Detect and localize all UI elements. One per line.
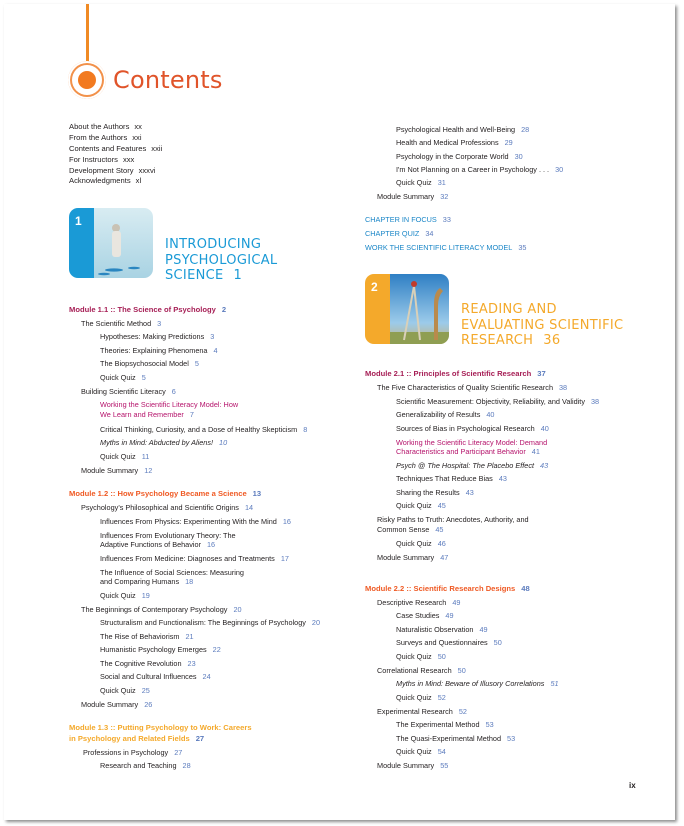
- toc-entry-text: Influences From Evolutionary Theory: The: [100, 531, 236, 540]
- toc-entry-text: Naturalistic Observation: [396, 625, 474, 634]
- chapter-1-title-line: INTRODUCING: [165, 237, 262, 252]
- toc-entry-text: CHAPTER QUIZ: [365, 229, 420, 238]
- toc-entry-text: Techniques That Reduce Bias: [396, 474, 493, 483]
- toc-entry[interactable]: [100, 645, 221, 654]
- toc-entry[interactable]: [377, 707, 467, 716]
- toc-entry[interactable]: [377, 666, 466, 675]
- toc-entry[interactable]: [396, 138, 513, 147]
- front-matter-page: xxi: [132, 132, 142, 142]
- chapter-2-title-line: EVALUATING SCIENTIFIC: [461, 317, 624, 333]
- chapter-2-title-line: READING AND: [461, 302, 557, 317]
- toc-entry-text: Scientific Measurement: Objectivity, Reliability, and Validity: [396, 397, 585, 406]
- toc-entry-page: 43: [498, 474, 507, 483]
- toc-entry-page: 22: [212, 645, 221, 654]
- toc-entry-page: 20: [311, 618, 321, 627]
- page-folio: ix: [629, 781, 636, 790]
- toc-entry-page: 23: [187, 659, 196, 668]
- toc-entry-page: 16: [207, 540, 216, 549]
- toc-entry[interactable]: [396, 488, 474, 497]
- toc-entry-page: 34: [425, 229, 434, 238]
- toc-entry-text: Sharing the Results: [396, 488, 460, 497]
- toc-entry[interactable]: [396, 461, 548, 470]
- toc-entry-page: 37: [537, 369, 546, 378]
- toc-entry[interactable]: [100, 618, 320, 627]
- toc-entry-text: Module 2.1 :: Principles of Scientific Research: [365, 369, 532, 378]
- front-matter-list: [69, 122, 162, 187]
- toc-entry-page: 8: [303, 425, 308, 434]
- toc-entry[interactable]: [377, 761, 448, 770]
- toc-entry[interactable]: [100, 452, 149, 461]
- toc-entry-page: 19: [141, 591, 150, 600]
- toc-entry[interactable]: [396, 474, 507, 483]
- toc-entry[interactable]: [377, 598, 460, 607]
- toc-entry[interactable]: [81, 503, 253, 512]
- front-matter-label: Development Story: [69, 165, 134, 175]
- toc-entry[interactable]: [81, 387, 176, 396]
- bullseye-center: [78, 71, 96, 89]
- toc-entry-page: 43: [540, 461, 549, 470]
- toc-entry-text: Psychological Health and Well-Being: [396, 125, 516, 134]
- toc-entry-page: 33: [442, 215, 451, 224]
- toc-entry-page: 30: [555, 165, 564, 174]
- toc-entry[interactable]: [100, 686, 150, 695]
- toc-entry[interactable]: [396, 397, 599, 406]
- chapter-2-photo: [390, 274, 449, 344]
- toc-entry-text: Quick Quiz: [100, 452, 136, 461]
- toc-entry-page: 10: [219, 438, 228, 447]
- toc-entry-page: 14: [244, 503, 254, 512]
- toc-entry-page: 21: [185, 632, 194, 641]
- front-matter-page: xx: [134, 122, 142, 131]
- toc-entry[interactable]: [396, 178, 446, 187]
- toc-entry-page: 45: [435, 525, 444, 534]
- chapter-2-badge: [365, 274, 449, 344]
- front-matter-item[interactable]: [69, 122, 162, 133]
- toc-entry-text: and Comparing Humans: [100, 577, 180, 586]
- toc-entry[interactable]: [100, 632, 194, 641]
- toc-entry[interactable]: [81, 605, 242, 614]
- toc-entry-text: Quick Quiz: [396, 539, 432, 548]
- toc-entry[interactable]: [100, 400, 238, 409]
- toc-entry[interactable]: [100, 410, 194, 419]
- toc-entry[interactable]: [396, 679, 559, 688]
- toc-entry-text: Module Summary: [377, 761, 435, 770]
- toc-entry[interactable]: [396, 410, 494, 419]
- toc-entry-page: 45: [437, 501, 446, 510]
- toc-entry-text: Sources of Bias in Psychological Research: [396, 424, 535, 433]
- toc-entry-text: Critical Thinking, Curiosity, and a Dose of Healthy Skepticism: [100, 425, 298, 434]
- toc-entry[interactable]: [396, 747, 446, 756]
- toc-entry-page: 49: [445, 611, 454, 620]
- toc-entry[interactable]: [100, 517, 291, 526]
- front-matter-label: Acknowledgments: [69, 176, 131, 186]
- toc-entry-page: 43: [465, 488, 474, 497]
- toc-entry-page: 53: [485, 720, 494, 729]
- toc-entry[interactable]: [365, 243, 526, 252]
- toc-entry-page: 52: [458, 707, 467, 716]
- toc-entry-text: Case Studies: [396, 611, 440, 620]
- front-matter-label: Contents and Features: [69, 143, 147, 153]
- toc-entry-text: Influences From Physics: Experimenting With the Mind: [100, 517, 277, 526]
- toc-entry[interactable]: [396, 539, 446, 548]
- toc-entry-page: 2: [221, 305, 227, 314]
- toc-entry-text: Quick Quiz: [396, 501, 432, 510]
- toc-entry-text: Psychology in the Corporate World: [396, 152, 509, 161]
- toc-entry-text: The Quasi-Experimental Method: [396, 734, 502, 743]
- front-matter-item[interactable]: [69, 176, 162, 187]
- toc-entry-page: 5: [194, 359, 199, 368]
- toc-entry-page: 38: [590, 397, 600, 406]
- toc-entry-text: Surveys and Questionnaires: [396, 638, 488, 647]
- chapter-1-title-line: PSYCHOLOGICAL: [165, 252, 278, 268]
- toc-entry-text: Module 1.3 :: Putting Psychology to Work: Careers: [69, 723, 252, 732]
- toc-entry-text: CHAPTER IN FOCUS: [365, 215, 437, 224]
- toc-entry-text: The Five Characteristics of Quality Scientific Research: [377, 383, 553, 392]
- toc-entry-page: 18: [185, 577, 194, 586]
- toc-entry-text: Social and Cultural Influences: [100, 672, 197, 681]
- front-matter-page: xxxvi: [138, 165, 156, 175]
- chapter-2-number: 2: [371, 280, 378, 294]
- toc-entry-text: Quick Quiz: [396, 652, 432, 661]
- toc-entry[interactable]: [396, 438, 547, 447]
- toc-entry[interactable]: [100, 540, 215, 549]
- toc-entry-page: 49: [452, 598, 461, 607]
- toc-entry[interactable]: [377, 525, 443, 534]
- toc-entry-text: Quick Quiz: [100, 686, 136, 695]
- toc-entry-text: Psych @ The Hospital: The Placebo Effect: [396, 461, 535, 470]
- chapter-2-title-line: RESEARCH: [461, 333, 534, 348]
- toc-entry[interactable]: [83, 748, 182, 757]
- toc-entry-text: Common Sense: [377, 525, 430, 534]
- toc-entry-text: Working the Scientific Literacy Model: How: [100, 400, 239, 409]
- toc-entry-text: The Biopsychosocial Model: [100, 359, 189, 368]
- toc-entry[interactable]: [396, 652, 446, 661]
- toc-entry[interactable]: [81, 319, 161, 328]
- front-matter-page: xxx: [122, 154, 135, 164]
- toc-entry[interactable]: [377, 192, 448, 201]
- toc-entry[interactable]: [100, 659, 196, 668]
- toc-entry[interactable]: [396, 125, 529, 134]
- toc-entry-text: The Influence of Social Sciences: Measuring: [100, 568, 244, 577]
- module-heading[interactable]: [69, 305, 226, 314]
- toc-entry[interactable]: [81, 700, 152, 709]
- toc-entry-page: 3: [157, 319, 162, 328]
- chapter-2-page: 36: [543, 333, 561, 348]
- toc-entry[interactable]: [100, 672, 211, 681]
- toc-entry-page: 3: [210, 332, 215, 341]
- toc-entry-text: The Beginnings of Contemporary Psychology: [81, 605, 228, 614]
- toc-entry-page: 40: [540, 424, 549, 433]
- toc-entry[interactable]: [100, 591, 150, 600]
- toc-entry-text: Descriptive Research: [377, 598, 447, 607]
- toc-entry-text: Correlational Research: [377, 666, 452, 675]
- front-matter-label: From the Authors: [69, 132, 128, 142]
- toc-entry-page: 38: [559, 383, 568, 392]
- toc-entry[interactable]: [377, 515, 529, 524]
- toc-entry[interactable]: [396, 625, 488, 634]
- toc-entry-text: Theories: Explaining Phenomena: [100, 346, 208, 355]
- toc-entry-page: 31: [437, 178, 446, 187]
- chapter-1-badge: [69, 208, 153, 278]
- toc-entry-page: 25: [141, 686, 150, 695]
- front-matter-item[interactable]: [69, 144, 162, 155]
- toc-entry-page: 6: [171, 387, 176, 396]
- toc-entry-text: Module Summary: [81, 700, 139, 709]
- chapter-1-page: 1: [233, 268, 243, 283]
- toc-entry-page: 50: [457, 666, 466, 675]
- toc-entry-page: 47: [440, 553, 449, 562]
- front-matter-item[interactable]: [69, 166, 162, 177]
- toc-entry[interactable]: [100, 568, 244, 577]
- toc-entry[interactable]: [396, 501, 446, 510]
- toc-entry-page: 4: [213, 346, 218, 355]
- toc-entry-text: in Psychology and Related Fields: [69, 734, 190, 743]
- toc-entry[interactable]: [100, 332, 214, 341]
- toc-entry-text: Module Summary: [377, 192, 435, 201]
- toc-entry[interactable]: [100, 359, 199, 368]
- module-heading[interactable]: [69, 723, 252, 732]
- toc-entry-text: WORK THE SCIENTIFIC LITERACY MODEL: [365, 243, 513, 252]
- toc-entry-page: 54: [437, 747, 446, 756]
- toc-entry-page: 5: [141, 373, 146, 382]
- module-heading[interactable]: [69, 489, 261, 498]
- toc-entry[interactable]: [100, 531, 236, 540]
- toc-entry-page: 49: [479, 625, 488, 634]
- module-heading[interactable]: [365, 369, 546, 378]
- toc-entry[interactable]: [377, 553, 448, 562]
- toc-entry-text: Health and Medical Professions: [396, 138, 499, 147]
- toc-entry-text: Adaptive Functions of Behavior: [100, 540, 201, 549]
- toc-entry[interactable]: [396, 424, 549, 433]
- toc-page: [4, 4, 675, 820]
- toc-entry-text: Quick Quiz: [396, 747, 432, 756]
- toc-entry-page: 17: [280, 554, 289, 563]
- toc-entry-page: 52: [437, 693, 446, 702]
- chapter-1-title: [165, 237, 277, 284]
- front-matter-item[interactable]: [69, 133, 162, 144]
- chapter-1-number: 1: [75, 214, 82, 228]
- toc-entry-text: Working the Scientific Literacy Model: Demand: [396, 438, 548, 447]
- toc-entry-page: 27: [195, 734, 205, 743]
- toc-entry[interactable]: [100, 438, 227, 447]
- toc-entry-page: 7: [189, 410, 194, 419]
- toc-entry[interactable]: [396, 611, 454, 620]
- toc-entry[interactable]: [100, 761, 191, 770]
- toc-entry-page: 32: [440, 192, 449, 201]
- toc-entry-text: Influences From Medicine: Diagnoses and Treatments: [100, 554, 275, 563]
- toc-entry-text: Myths in Mind: Abducted by Aliens!: [100, 438, 214, 447]
- toc-entry-page: 48: [521, 584, 530, 593]
- toc-entry-page: 55: [440, 761, 449, 770]
- toc-entry-page: 28: [521, 125, 530, 134]
- toc-entry-page: 40: [486, 410, 495, 419]
- front-matter-label: About the Authors: [69, 122, 130, 131]
- toc-entry-text: The Rise of Behaviorism: [100, 632, 180, 641]
- toc-entry[interactable]: [396, 720, 494, 729]
- toc-entry[interactable]: [396, 734, 515, 743]
- toc-entry-text: Module Summary: [377, 553, 435, 562]
- toc-entry-text: I'm Not Planning on a Career in Psychology . . .: [396, 165, 550, 174]
- page-title: Contents: [113, 66, 223, 94]
- toc-entry-page: 30: [514, 152, 523, 161]
- toc-entry-text: Quick Quiz: [100, 373, 136, 382]
- toc-entry-text: Research and Teaching: [100, 761, 177, 770]
- toc-entry[interactable]: [365, 229, 433, 238]
- toc-entry-text: Experimental Research: [377, 707, 453, 716]
- toc-entry[interactable]: [377, 383, 567, 392]
- front-matter-item[interactable]: [69, 155, 162, 166]
- toc-entry[interactable]: [396, 638, 502, 647]
- toc-entry-text: Module 1.2 :: How Psychology Became a Science: [69, 489, 247, 498]
- chapter-1-photo: [94, 208, 153, 278]
- toc-entry-text: The Cognitive Revolution: [100, 659, 182, 668]
- toc-entry-page: 50: [493, 638, 502, 647]
- toc-entry[interactable]: [365, 215, 451, 224]
- decorative-rule: [86, 4, 89, 64]
- front-matter-label: For Instructors: [69, 154, 118, 164]
- chapter-2-title: [461, 302, 623, 349]
- module-heading[interactable]: [365, 584, 530, 593]
- toc-entry-page: 16: [282, 517, 291, 526]
- toc-entry-text: Generalizability of Results: [396, 410, 481, 419]
- module-heading[interactable]: [69, 734, 204, 743]
- toc-entry[interactable]: [396, 152, 523, 161]
- toc-entry-page: 12: [144, 466, 153, 475]
- toc-entry-text: Hypotheses: Making Predictions: [100, 332, 205, 341]
- toc-entry[interactable]: [396, 165, 563, 174]
- chapter-1-title-line: SCIENCE: [165, 268, 224, 283]
- toc-entry[interactable]: [100, 577, 193, 586]
- toc-entry-text: The Scientific Method: [81, 319, 152, 328]
- toc-entry-text: Module 2.2 :: Scientific Research Designs: [365, 584, 516, 593]
- toc-entry[interactable]: [396, 693, 446, 702]
- toc-entry-page: 35: [518, 243, 527, 252]
- toc-entry[interactable]: [100, 425, 307, 434]
- toc-entry-page: 50: [437, 652, 446, 661]
- toc-entry-text: Quick Quiz: [100, 591, 136, 600]
- toc-entry-page: 24: [202, 672, 211, 681]
- toc-entry-page: 20: [233, 605, 242, 614]
- toc-entry-page: 46: [437, 539, 446, 548]
- toc-entry-text: Characteristics and Participant Behavior: [396, 447, 526, 456]
- toc-entry-text: Humanistic Psychology Emerges: [100, 645, 207, 654]
- toc-entry[interactable]: [81, 466, 152, 475]
- toc-entry-text: Module 1.1 :: The Science of Psychology: [69, 305, 216, 314]
- toc-entry-text: Module Summary: [81, 466, 139, 475]
- toc-entry-text: Professions in Psychology: [83, 748, 169, 757]
- toc-entry-page: 53: [507, 734, 516, 743]
- toc-entry-page: 13: [252, 489, 262, 498]
- toc-entry-page: 51: [550, 679, 559, 688]
- toc-entry-text: The Experimental Method: [396, 720, 480, 729]
- toc-entry-text: Psychology's Philosophical and Scientific Origins: [81, 503, 239, 512]
- toc-entry[interactable]: [396, 447, 540, 456]
- front-matter-page: xl: [135, 176, 142, 186]
- toc-entry-text: Building Scientific Literacy: [81, 387, 166, 396]
- toc-entry-page: 27: [174, 748, 183, 757]
- toc-entry-text: Risky Paths to Truth: Anecdotes, Authority, and: [377, 515, 529, 524]
- toc-entry-page: 26: [144, 700, 153, 709]
- toc-entry-page: 41: [531, 447, 540, 456]
- toc-entry-page: 28: [182, 761, 191, 770]
- toc-entry-text: We Learn and Remember: [100, 410, 184, 419]
- toc-entry-page: 11: [141, 452, 150, 461]
- toc-entry-text: Structuralism and Functionalism: The Beginnings of Psychology: [100, 618, 306, 627]
- toc-entry[interactable]: [100, 554, 289, 563]
- front-matter-page: xxii: [151, 143, 163, 153]
- toc-entry[interactable]: [100, 373, 146, 382]
- toc-entry-text: Quick Quiz: [396, 693, 432, 702]
- toc-entry-text: Myths in Mind: Beware of Illusory Correlations: [396, 679, 545, 688]
- toc-entry[interactable]: [100, 346, 218, 355]
- toc-entry-text: Quick Quiz: [396, 178, 432, 187]
- toc-entry-page: 29: [504, 138, 513, 147]
